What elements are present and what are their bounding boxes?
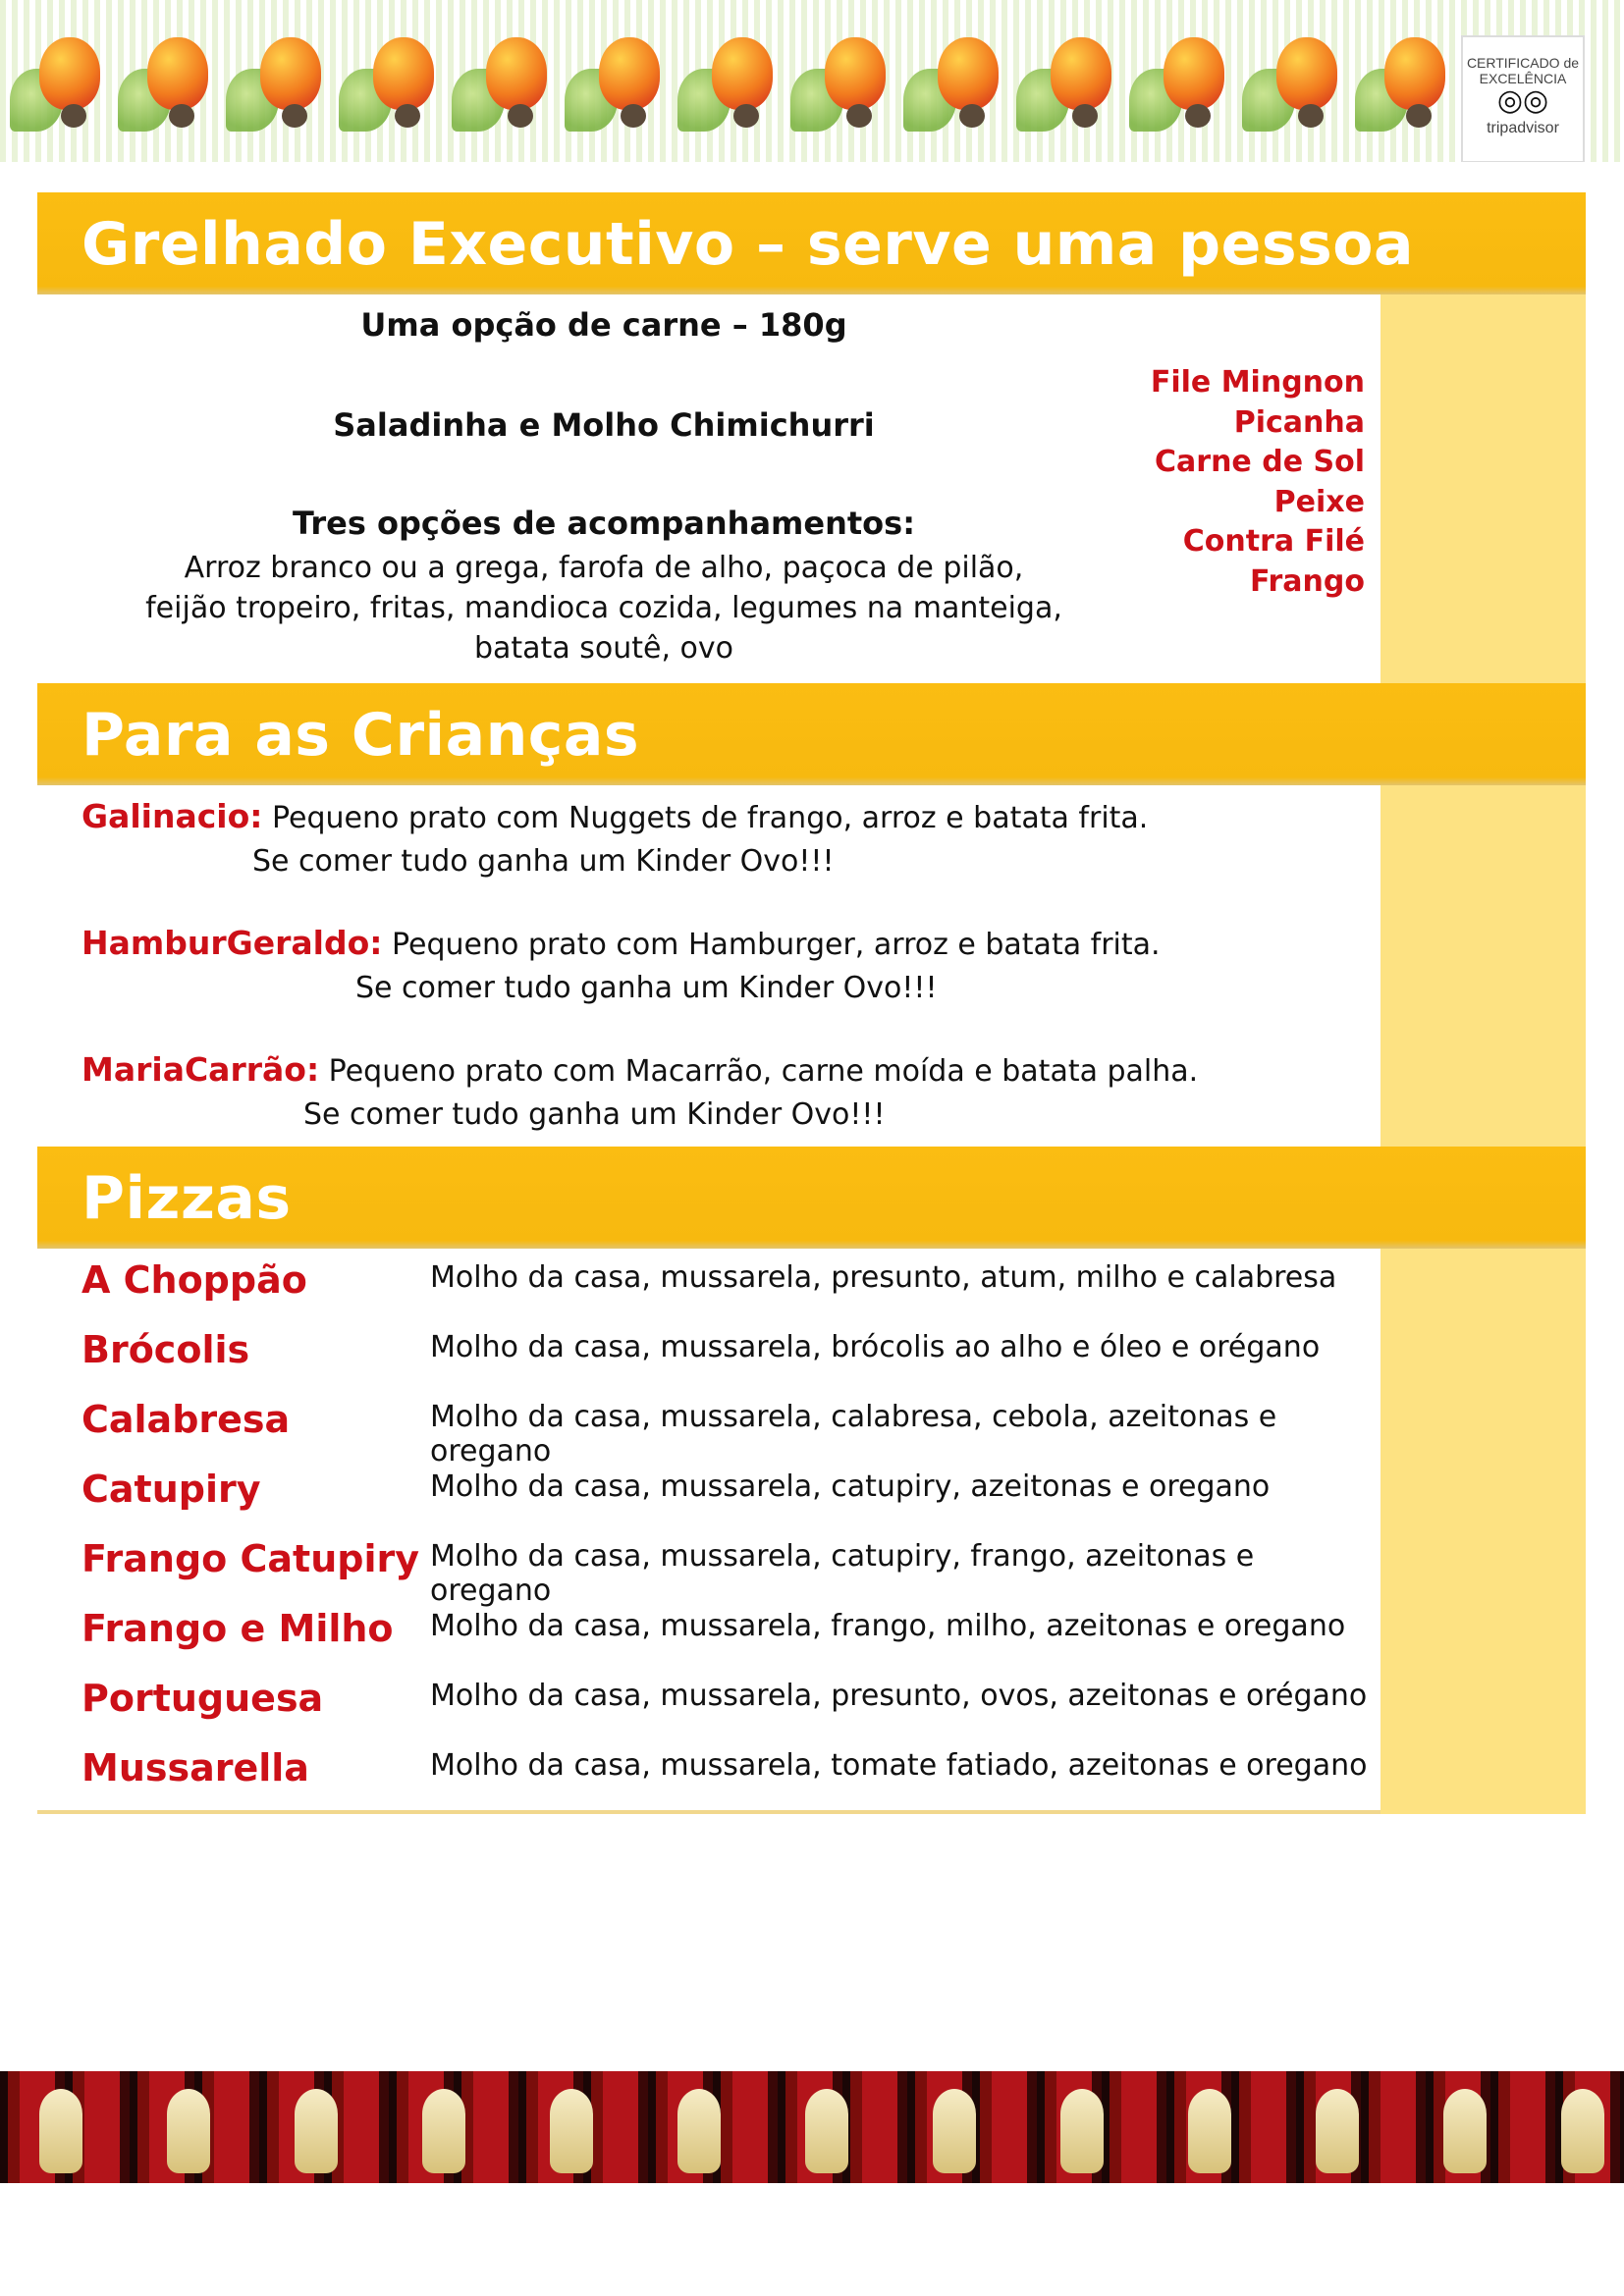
bottle-icon [677,2089,721,2173]
pizza-description: Molho da casa, mussarela, frango, milho, azeitonas e oregano [430,1609,1346,1643]
pizza-name: Portuguesa [81,1677,324,1720]
bottom-banner [0,2071,1624,2183]
top-banner [0,0,1624,162]
owl-eyes-icon: ◎◎ [1496,84,1549,117]
meat-option-text: Uma opção de carne – 180g [360,306,847,344]
bottle-icon [805,2089,848,2173]
tripadvisor-certificate-badge [1461,35,1585,162]
sides-list [79,548,1129,668]
kids-item [81,1048,1198,1137]
kids-item [81,795,1148,883]
pizza-description: Molho da casa, mussarela, catupiry, frango, azeitonas e oregano [430,1539,1255,1608]
kids-item-bonus: Se comer tudo ganha um Kinder Ovo!!! [303,1097,886,1132]
pizza-section-bottom-rule [37,1810,1380,1814]
side-color-column [1380,294,1586,1814]
bottle-icon [39,2089,82,2173]
meat-choices-list [1080,363,1365,602]
bottle-icon [550,2089,593,2173]
certificate-seal-text: CERTIFICADO de EXCELÊNCIA [1466,55,1580,86]
pizza-row [81,1398,1378,1467]
bottle-icon [1561,2089,1604,2173]
meat-choice: Frango [1249,563,1365,599]
pizza-row [81,1677,1378,1745]
sides-heading: Tres opções de acompanhamentos: [293,505,915,542]
sides-line: Arroz branco ou a grega, farofa de alho, paçoca de pilão, [184,551,1024,585]
pizza-description: Molho da casa, mussarela, tomate fatiado, azeitonas e oregano [430,1748,1368,1783]
section-header-kids [37,683,1586,785]
kids-item-desc: Pequeno prato com Hamburger, arroz e batata frita. [382,928,1161,962]
bottle-icon [1060,2089,1104,2173]
kids-item-bonus: Se comer tudo ganha um Kinder Ovo!!! [355,971,938,1005]
pizza-row [81,1328,1378,1397]
pizza-name: Frango e Milho [81,1607,394,1650]
kids-item-desc: Pequeno prato com Macarrão, carne moída e batata palha. [319,1054,1199,1089]
meat-choice: Picanha [1233,404,1365,440]
section-title-kids: Para as Crianças [81,701,640,770]
section-title-grilled: Grelhado Executivo – serve uma pessoa [81,210,1414,279]
pizza-name: A Choppão [81,1258,307,1302]
cashew-fruit-decoration [0,0,1463,162]
pizza-row [81,1468,1378,1536]
salad-text: Saladinha e Molho Chimichurri [333,406,875,444]
pizza-row [81,1537,1378,1606]
meat-choice: Carne de Sol [1155,445,1365,479]
pizza-name: Catupiry [81,1468,261,1511]
pizza-name: Frango Catupiry [81,1537,419,1580]
section-header-grilled [37,192,1586,294]
sides-line: feijão tropeiro, fritas, mandioca cozida, legumes na manteiga, [145,591,1062,625]
sides-line: batata soutê, ovo [473,631,733,666]
kids-item-desc: Pequeno prato com Nuggets de frango, arroz e batata frita. [262,801,1149,835]
bottle-icon [1316,2089,1359,2173]
pizza-row [81,1258,1378,1327]
tripadvisor-brand: tripadvisor [1487,120,1559,136]
pizza-row [81,1607,1378,1676]
bottle-icon [422,2089,465,2173]
pizza-name: Brócolis [81,1328,250,1371]
bottle-icon [295,2089,338,2173]
kids-item-name: MariaCarrão: [81,1050,320,1089]
bottle-icon [1443,2089,1487,2173]
pizza-name: Calabresa [81,1398,291,1441]
pizza-name: Mussarella [81,1746,309,1789]
section-title-pizzas: Pizzas [81,1164,292,1233]
bottle-icon [1188,2089,1231,2173]
kids-item-name: HamburGeraldo: [81,924,383,962]
meat-choice: File Mingnon [1150,365,1365,400]
pizza-description: Molho da casa, mussarela, presunto, atum, milho e calabresa [430,1260,1337,1295]
pizza-description: Molho da casa, mussarela, calabresa, cebola, azeitonas e oregano [430,1400,1277,1468]
bottle-icon [167,2089,210,2173]
bottle-icon [933,2089,976,2173]
kids-item-bonus: Se comer tudo ganha um Kinder Ovo!!! [252,844,835,879]
kids-item-name: Galinacio: [81,797,263,835]
kids-item [81,922,1161,1010]
meat-choice: Peixe [1273,484,1365,519]
pizza-description: Molho da casa, mussarela, catupiry, azeitonas e oregano [430,1469,1271,1504]
pizza-row [81,1746,1378,1815]
section-header-pizzas [37,1147,1586,1249]
pizza-description: Molho da casa, mussarela, presunto, ovos, azeitonas e orégano [430,1679,1368,1713]
pizza-description: Molho da casa, mussarela, brócolis ao alho e óleo e orégano [430,1330,1321,1364]
meat-choice: Contra Filé [1182,524,1365,559]
